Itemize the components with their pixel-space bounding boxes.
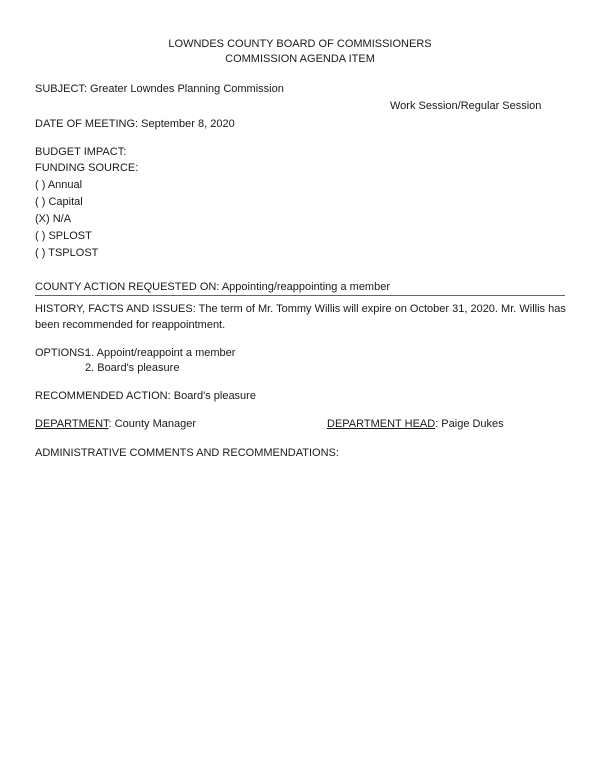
funding-option-tsplost: ( ) TSPLOST — [35, 247, 99, 259]
recommended-action-line — [35, 389, 256, 403]
recommended-action-label: RECOMMENDED ACTION: — [35, 390, 171, 402]
history-label: HISTORY, FACTS AND ISSUES: — [35, 303, 196, 315]
department-label: DEPARTMENT — [35, 418, 109, 430]
history-line-2: been recommended for reappointment. — [35, 319, 226, 331]
checkbox-mark: ( ) — [35, 230, 46, 242]
department-value: : County Manager — [108, 418, 196, 430]
checkbox-mark: ( ) — [35, 196, 46, 208]
county-action-line — [35, 280, 390, 294]
county-action-value: Appointing/reappointing a member — [221, 281, 390, 293]
admin-comments-label: ADMINISTRATIVE COMMENTS AND RECOMMENDATIONS: — [35, 447, 339, 459]
checkbox-mark: ( ) — [35, 247, 46, 259]
checkbox-mark: (X) — [35, 213, 50, 225]
option-item-2: 2. Board's pleasure — [85, 362, 180, 374]
department-head-line — [327, 417, 504, 431]
funding-option-annual: ( ) Annual — [35, 179, 83, 191]
subject-line — [35, 82, 284, 96]
subject-value: Greater Lowndes Planning Commission — [90, 83, 284, 95]
session-type: Work Session/Regular Session — [390, 100, 542, 112]
meeting-date-label: DATE OF MEETING: — [35, 118, 139, 130]
funding-option-na: (X) N/A — [35, 213, 72, 225]
funding-source-label: FUNDING SOURCE: — [35, 162, 139, 174]
funding-option-capital: ( ) Capital — [35, 196, 83, 208]
header-title: LOWNDES COUNTY BOARD OF COMMISSIONERS — [168, 38, 432, 50]
meeting-date-value: September 8, 2020 — [141, 118, 235, 130]
county-action-label: COUNTY ACTION REQUESTED ON: — [35, 281, 220, 293]
recommended-action-value: Board's pleasure — [173, 390, 256, 402]
history-line-1: HISTORY, FACTS AND ISSUES: The term of Mr. Tommy Willis will expire on October 31, 2020. Mr. Willis has — [35, 303, 566, 315]
meeting-date-line — [35, 117, 235, 131]
funding-option-splost: ( ) SPLOST — [35, 230, 92, 242]
department-head-label: DEPARTMENT HEAD — [327, 418, 436, 430]
option-item-1: 1. Appoint/reappoint a member — [85, 347, 236, 359]
header-subtitle: COMMISSION AGENDA ITEM — [225, 53, 375, 65]
subject-label: SUBJECT: — [35, 83, 87, 95]
department-head-value: : Paige Dukes — [435, 418, 504, 430]
department-line — [35, 417, 196, 431]
checkbox-mark: ( ) — [35, 179, 46, 191]
options-label: OPTIONS: — [35, 347, 88, 359]
divider — [35, 295, 565, 296]
budget-impact-label: BUDGET IMPACT: — [35, 146, 127, 158]
